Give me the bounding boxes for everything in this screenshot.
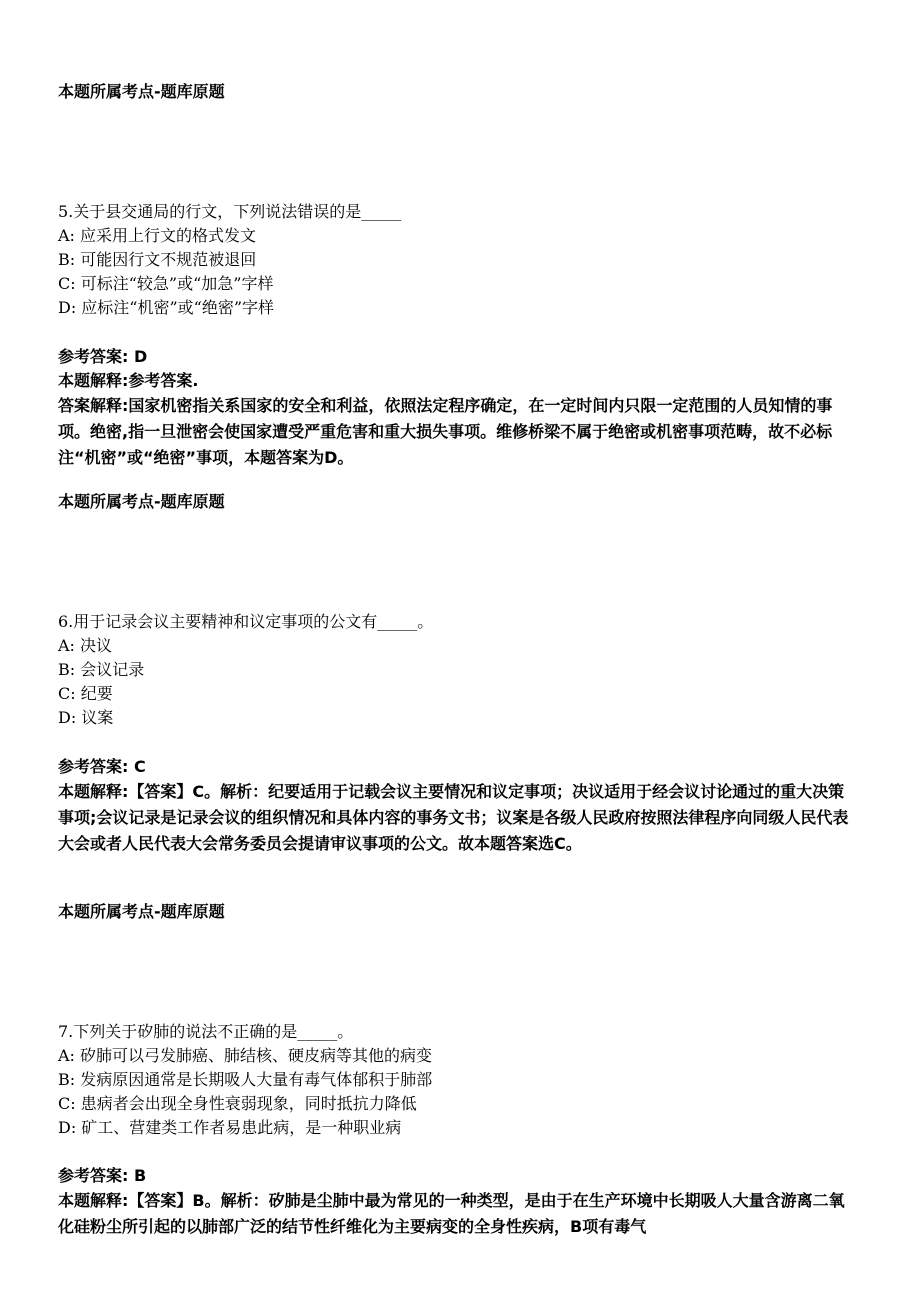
question-7-analysis: 本题解释:【答案】B。解析：矽肺是尘肺中最为常见的一种类型，是由于在生产环境中长期吸人大量含游离二氧化硅粉尘所引起的以肺部广泛的结节性纤维化为主要病变的全身性疾病，B项有毒气 (58, 1191, 845, 1236)
question-6-option-a: A: 决议 (58, 636, 113, 655)
question-6-option-c: C: 纪要 (58, 684, 113, 703)
question-6-knowledge-point: 本题所属考点-题库原题 (58, 902, 225, 921)
question-6-answer-block (58, 755, 858, 857)
question-6 (58, 610, 858, 730)
knowledge-point-label: 本题所属考点-题库原题 (58, 82, 225, 101)
question-6-option-b: B: 会议记录 (58, 660, 145, 679)
question-7-answer-block (58, 1164, 858, 1240)
question-5-option-c: C: 可标注“较急”或“加急”字样 (58, 274, 274, 293)
question-7 (58, 1020, 858, 1140)
question-5 (58, 200, 858, 320)
question-5-answer-block (58, 345, 858, 471)
question-5-explain-label: 本题解释:参考答案. (58, 371, 199, 390)
question-5-option-d: D: 应标注“机密”或“绝密”字样 (58, 298, 275, 317)
question-6-stem: 6.用于记录会议主要精神和议定事项的公文有_____。 (58, 612, 434, 631)
question-5-stem: 5.关于县交通局的行文，下列说法错误的是_____ (58, 202, 402, 221)
question-6-analysis: 本题解释:【答案】C。解析：纪要适用于记载会议主要情况和议定事项；决议适用于经会议讨论通过的重大决策事项;会议记录是记录会议的组织情况和具体内容的事务文书；议案是各级人民政府按照法律程序向同级人民代表大会或者人民代表大会常务委员会提请审议事项的公文。故本题答案选C。 (58, 782, 849, 853)
question-7-option-a: A: 矽肺可以弓发肺癌、肺结核、硬皮病等其他的病变 (58, 1046, 433, 1065)
question-7-option-d: D: 矿工、营建类工作者易患此病，是一种职业病 (58, 1118, 402, 1137)
question-7-option-b: B: 发病原因通常是长期吸人大量有毒气体郁积于肺部 (58, 1070, 433, 1089)
question-5-knowledge-point: 本题所属考点-题库原题 (58, 492, 225, 511)
question-7-stem: 7.下列关于矽肺的说法不正确的是_____。 (58, 1022, 354, 1041)
question-5-analysis: 答案解释:国家机密指关系国家的安全和利益，依照法定程序确定，在一定时间内只限一定范围的人员知情的事项。绝密,指一旦泄密会使国家遭受严重危害和重大损失事项。维修桥梁不属于绝密或机密事项范畴，故不必标注“机密”或“绝密”事项，本题答案为D。 (58, 396, 833, 467)
question-5-option-a: A: 应采用上行文的格式发文 (58, 226, 257, 245)
question-5-option-b: B: 可能因行文不规范被退回 (58, 250, 257, 269)
question-7-option-c: C: 患病者会出现全身性衰弱现象，同时抵抗力降低 (58, 1094, 417, 1113)
question-6-option-d: D: 议案 (58, 708, 114, 727)
question-7-answer: 参考答案: B (58, 1166, 147, 1185)
question-5-answer: 参考答案: D (58, 347, 148, 366)
question-6-answer: 参考答案: C (58, 757, 146, 776)
